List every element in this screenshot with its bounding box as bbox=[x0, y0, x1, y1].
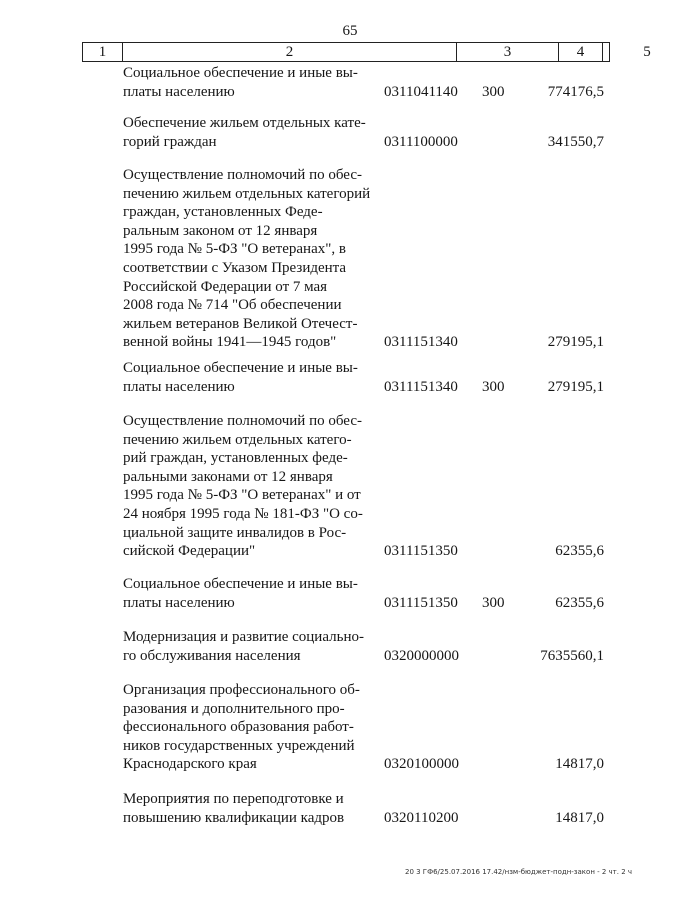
row-amount: 279195,1 bbox=[547, 378, 604, 395]
description-line: ников государственных учреждений bbox=[123, 737, 355, 754]
row-amount: 341550,7 bbox=[547, 133, 604, 150]
header-col-2: 2 bbox=[123, 43, 457, 61]
row-code: 0320100000 bbox=[384, 756, 459, 773]
row-amount: 14817,0 bbox=[555, 809, 604, 826]
row-amount: 774176,5 bbox=[547, 83, 604, 100]
description-line: 1995 года № 5-ФЗ "О ветеранах" и от bbox=[123, 487, 361, 504]
description-line: фессионального образования работ- bbox=[123, 719, 354, 736]
description-line: Российской Федерации от 7 мая bbox=[123, 278, 328, 295]
row-amount: 279195,1 bbox=[547, 334, 604, 351]
description-line: Осуществление полномочий по обес- bbox=[123, 167, 362, 183]
description-line: го обслуживания населения bbox=[123, 647, 301, 664]
row-code: 0311151350 bbox=[384, 594, 458, 611]
row-type: 300 bbox=[482, 378, 505, 395]
row-amount: 62355,6 bbox=[555, 543, 604, 560]
description-line: 2008 года № 714 "Об обеспечении bbox=[123, 297, 342, 314]
description-line: граждан, установленных Феде- bbox=[123, 204, 323, 221]
row-code: 0311151350 bbox=[384, 543, 458, 560]
description-line: печению жильем отдельных катего- bbox=[123, 431, 352, 448]
row-code: 0320110200 bbox=[384, 809, 459, 826]
row-code: 0311100000 bbox=[384, 133, 458, 150]
description-line: Мероприятия по переподготовке и bbox=[123, 791, 344, 807]
description-line: печению жильем отдельных категорий bbox=[123, 185, 371, 202]
table-header bbox=[82, 42, 651, 62]
row-description bbox=[123, 628, 371, 665]
row-description bbox=[123, 359, 371, 396]
description-line: Социальное обеспечение и иные вы- bbox=[123, 360, 358, 376]
description-line: жильем ветеранов Великой Отечест- bbox=[123, 315, 358, 332]
description-line: Обеспечение жильем отдельных кате- bbox=[123, 115, 366, 131]
description-line: рий граждан, установленных феде- bbox=[123, 450, 348, 467]
description-line: Осуществление полномочий по обес- bbox=[123, 413, 362, 429]
row-amount: 14817,0 bbox=[555, 756, 604, 773]
description-line: платы населению bbox=[123, 594, 235, 611]
header-col-1: 1 bbox=[83, 43, 123, 61]
header-col-4: 4 bbox=[559, 43, 603, 61]
description-line: повышению квалификации кадров bbox=[123, 809, 345, 826]
description-line: разования и дополнительного про- bbox=[123, 700, 345, 717]
row-code: 0311151340 bbox=[384, 334, 458, 351]
description-line: циальной защите инвалидов в Рос- bbox=[123, 524, 347, 541]
description-line: Модернизация и развитие социально- bbox=[123, 629, 364, 645]
footer-note: 20 3 ГФ6/25.07.2016 17.42/нзм-бюджет-подн-закон - 2 чт. 2 ч bbox=[405, 868, 633, 876]
row-amount: 7635560,1 bbox=[540, 647, 604, 664]
header-col-5: 5 bbox=[643, 44, 651, 60]
row-description bbox=[123, 790, 371, 827]
description-line: платы населению bbox=[123, 83, 235, 100]
description-line: Краснодарского края bbox=[123, 756, 257, 773]
row-code: 0320000000 bbox=[384, 647, 459, 664]
row-description bbox=[123, 166, 371, 352]
row-description bbox=[123, 64, 371, 101]
description-line: венной войны 1941—1945 годов" bbox=[123, 334, 337, 351]
description-line: Социальное обеспечение и иные вы- bbox=[123, 576, 358, 592]
row-amount: 62355,6 bbox=[555, 594, 604, 611]
description-line: ральным законом от 12 января bbox=[123, 222, 318, 239]
description-line: соответствии с Указом Президента bbox=[123, 259, 347, 276]
description-line: 24 ноября 1995 года № 181-ФЗ "О со- bbox=[123, 505, 363, 522]
row-description bbox=[123, 575, 371, 612]
row-code: 0311151340 bbox=[384, 378, 458, 395]
row-description bbox=[123, 412, 371, 561]
row-type: 300 bbox=[482, 83, 505, 100]
description-line: ральными законами от 12 января bbox=[123, 468, 333, 485]
description-line: горий граждан bbox=[123, 133, 217, 150]
description-line: Организация профессионального об- bbox=[123, 682, 360, 698]
header-col-3: 3 bbox=[457, 43, 559, 61]
description-line: платы населению bbox=[123, 378, 235, 395]
page-number: 65 bbox=[342, 23, 358, 39]
description-line: 1995 года № 5-ФЗ "О ветеранах", в bbox=[123, 241, 346, 258]
row-description bbox=[123, 114, 371, 151]
row-description bbox=[123, 681, 371, 774]
row-type: 300 bbox=[482, 594, 505, 611]
description-line: сийской Федерации" bbox=[123, 543, 256, 560]
description-line: Социальное обеспечение и иные вы- bbox=[123, 65, 358, 81]
row-code: 0311041140 bbox=[384, 83, 458, 100]
